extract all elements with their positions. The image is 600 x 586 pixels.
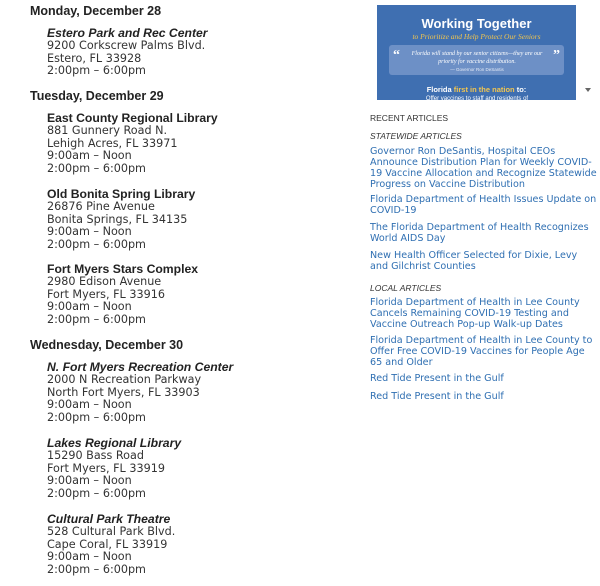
article-link[interactable]: Florida Department of Health in Lee County to Offer Free COVID-19 Vaccines for People Age 65 and Older <box>370 335 593 368</box>
quote-box <box>389 45 564 75</box>
site-hours: 2:00pm – 6:00pm <box>47 312 146 326</box>
day-heading: Monday, December 28 <box>30 4 162 18</box>
open-quote-icon: “ <box>393 48 400 63</box>
article-link[interactable]: Red Tide Present in the Gulf <box>370 391 504 402</box>
banner-quote: Florida will stand by our senior citizens—they are our priority for vaccine distribution. <box>411 51 543 65</box>
site-entry <box>47 360 233 424</box>
site-city: Cape Coral, FL 33919 <box>47 537 168 551</box>
site-address: 26876 Pine Avenue <box>47 200 155 213</box>
site-city: Bonita Springs, FL 34135 <box>47 212 188 226</box>
article-link[interactable]: Florida Department of Health Issues Update on COVID-19 <box>370 194 597 216</box>
article-link[interactable]: The Florida Department of Health Recognizes World AIDS Day <box>370 222 589 244</box>
article-link[interactable]: Governor Ron DeSantis, Hospital CEOs Announce Distribution Plan for Weekly COVID-19 Vaccine Allocation and Recognize Statewide Progress on Vaccine Distribution <box>370 146 597 190</box>
scroll-down-arrow-icon[interactable] <box>585 88 591 92</box>
article-link[interactable]: Florida Department of Health in Lee County Cancels Remaining COVID-19 Testing and Vaccine Outreach Pop-up Walk-up Dates <box>370 297 580 330</box>
site-hours: 2:00pm – 6:00pm <box>47 410 146 424</box>
day-heading: Tuesday, December 29 <box>30 89 164 103</box>
banner-scrollbar[interactable] <box>583 0 594 100</box>
banner-bottom-prefix: Florida <box>426 85 454 94</box>
site-hours: 9:00am – Noon <box>47 225 132 239</box>
working-together-banner[interactable] <box>377 5 576 100</box>
site-entry <box>47 111 218 175</box>
site-entry <box>47 436 181 500</box>
site-name: Old Bonita Spring Library <box>47 187 196 201</box>
site-entry <box>47 262 198 326</box>
site-name: East County Regional Library <box>47 111 218 125</box>
site-hours: 9:00am – Noon <box>47 398 132 412</box>
site-name: N. Fort Myers Recreation Center <box>47 360 234 374</box>
site-hours: 9:00am – Noon <box>47 300 132 314</box>
site-city: Lehigh Acres, FL 33971 <box>47 136 178 150</box>
site-address: 2000 N Recreation Parkway <box>47 373 202 386</box>
banner-bottom-suffix: to: <box>514 85 527 94</box>
site-city: Fort Myers, FL 33916 <box>47 287 165 301</box>
article-link[interactable]: Red Tide Present in the Gulf <box>370 373 504 384</box>
article-link[interactable]: New Health Officer Selected for Dixie, Levy and Gilchrist Counties <box>370 250 578 272</box>
site-address: 15290 Bass Road <box>47 449 144 462</box>
banner-title: Working Together <box>421 16 532 31</box>
site-entry <box>47 187 195 251</box>
site-city: North Fort Myers, FL 33903 <box>47 385 200 399</box>
site-hours: 2:00pm – 6:00pm <box>47 486 146 500</box>
site-name: Cultural Park Theatre <box>47 512 171 526</box>
banner-bottom-highlight: first in the nation <box>453 85 515 94</box>
site-address: 9200 Corkscrew Palms Blvd. <box>47 39 206 52</box>
close-quote-icon: ” <box>553 48 560 63</box>
site-hours: 2:00pm – 6:00pm <box>47 562 146 576</box>
site-hours: 2:00pm – 6:00pm <box>47 64 146 78</box>
site-entry <box>47 26 208 78</box>
site-address: 881 Gunnery Road N. <box>47 124 168 137</box>
site-name: Lakes Regional Library <box>47 436 182 450</box>
banner-bottom-line <box>377 85 576 94</box>
site-name: Estero Park and Rec Center <box>47 26 208 40</box>
site-hours: 9:00am – Noon <box>47 149 132 163</box>
recent-articles-heading: RECENT ARTICLES <box>370 113 449 123</box>
day-heading: Wednesday, December 30 <box>30 338 184 352</box>
site-address: 2980 Edison Avenue <box>47 275 162 288</box>
local-articles-heading: LOCAL ARTICLES <box>370 283 442 293</box>
site-entry <box>47 512 175 576</box>
banner-subtitle: to Prioritize and Help Protect Our Seniors <box>412 32 541 41</box>
site-hours: 2:00pm – 6:00pm <box>47 161 146 175</box>
statewide-articles-heading: STATEWIDE ARTICLES <box>370 131 462 141</box>
site-city: Estero, FL 33928 <box>47 51 142 65</box>
site-city: Fort Myers, FL 33919 <box>47 461 165 475</box>
site-hours: 2:00pm – 6:00pm <box>47 237 146 251</box>
site-name: Fort Myers Stars Complex <box>47 262 199 276</box>
banner-attribution: — Governor Ron DeSantis <box>450 67 504 72</box>
site-hours: 9:00am – Noon <box>47 550 132 564</box>
site-hours: 9:00am – Noon <box>47 474 132 488</box>
site-address: 528 Cultural Park Blvd. <box>47 525 176 538</box>
banner-cut-text: Offer vaccines to staff and residents of <box>425 96 529 100</box>
